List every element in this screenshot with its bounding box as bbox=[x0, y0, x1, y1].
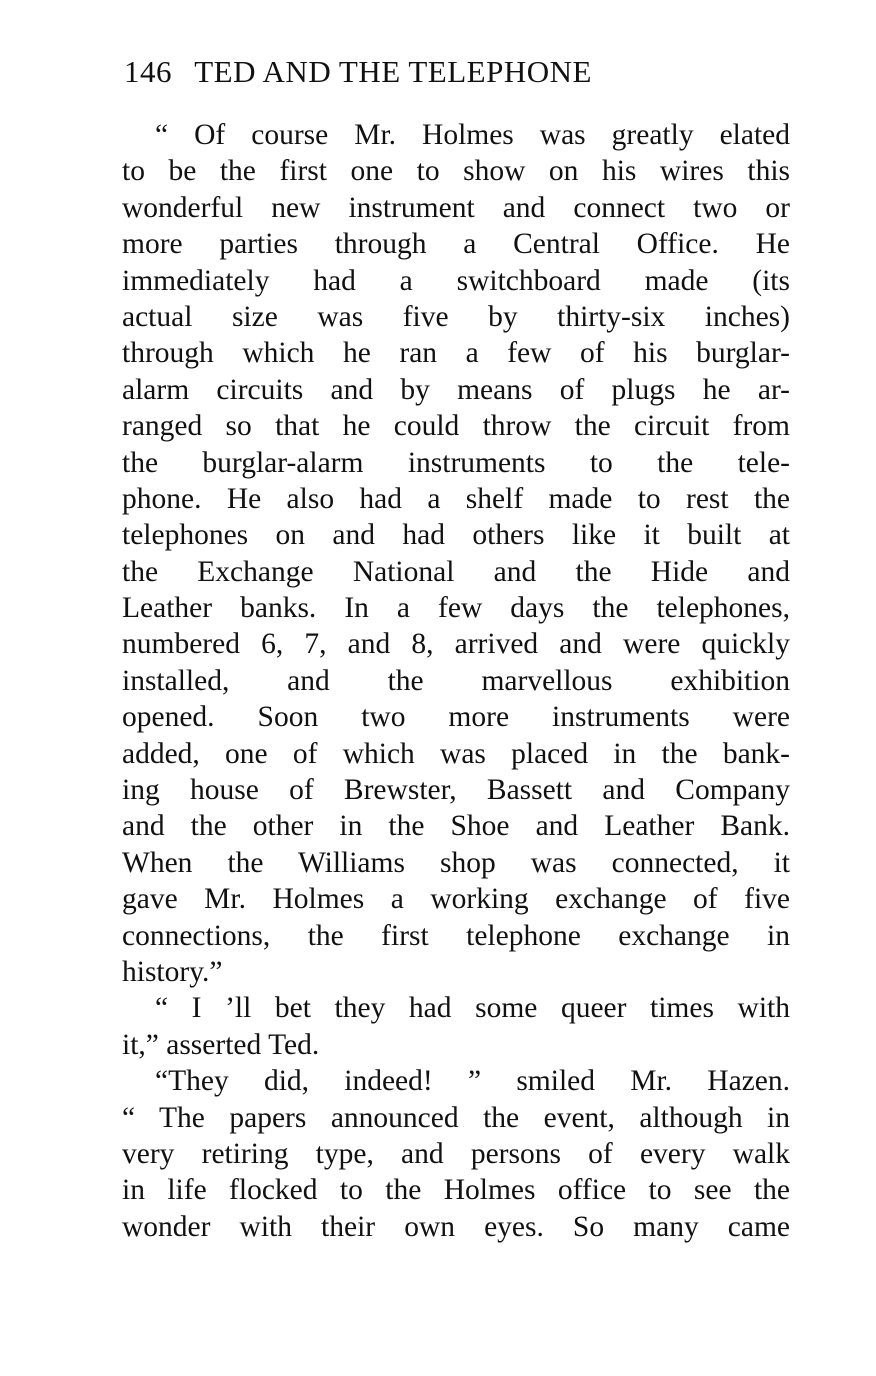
body-text bbox=[122, 117, 790, 1245]
text-line: alarm circuits and by means of plugs he ar- bbox=[122, 373, 790, 406]
text-line: numbered 6, 7, and 8, arrived and were quickly bbox=[122, 628, 790, 661]
text-line: actual size was five by thirty-six inches) bbox=[122, 300, 790, 333]
text-line: wonderful new instrument and connect two or bbox=[122, 191, 790, 224]
running-head bbox=[124, 52, 788, 92]
text-line: very retiring type, and persons of every walk bbox=[122, 1137, 790, 1170]
text-line: opened. Soon two more instruments were bbox=[122, 701, 790, 734]
text-line: When the Williams shop was connected, it bbox=[122, 846, 790, 879]
text-line: more parties through a Central Office. He bbox=[122, 228, 790, 261]
text-line: “ I ’ll bet they had some queer times with bbox=[155, 992, 790, 1025]
text-line: connections, the first telephone exchange in bbox=[122, 919, 790, 952]
paragraph bbox=[122, 990, 790, 1063]
text-line: the Exchange National and the Hide and bbox=[122, 555, 790, 588]
text-line: through which he ran a few of his burglar- bbox=[122, 337, 790, 370]
text-line: added, one of which was placed in the bank- bbox=[122, 737, 790, 770]
text-line: in life flocked to the Holmes office to see the bbox=[122, 1174, 790, 1207]
text-line: history.” bbox=[122, 955, 223, 988]
text-line: wonder with their own eyes. So many came bbox=[122, 1210, 790, 1243]
text-line: immediately had a switchboard made (its bbox=[122, 264, 790, 297]
paragraph bbox=[122, 117, 790, 990]
text-line: “ Of course Mr. Holmes was greatly elated bbox=[155, 119, 790, 151]
text-line: gave Mr. Holmes a working exchange of five bbox=[122, 883, 790, 916]
text-line: ranged so that he could throw the circuit from bbox=[122, 410, 790, 443]
text-line: the burglar-alarm instruments to the tele- bbox=[122, 446, 790, 479]
text-line: phone. He also had a shelf made to rest the bbox=[122, 482, 790, 515]
text-line: telephones on and had others like it built at bbox=[122, 519, 790, 552]
text-line: and the other in the Shoe and Leather Bank. bbox=[122, 810, 790, 843]
text-line: “They did, indeed! ” smiled Mr. Hazen. bbox=[155, 1065, 790, 1098]
text-line: “ The papers announced the event, although in bbox=[122, 1101, 790, 1134]
page-number: 146 bbox=[124, 54, 172, 89]
text-line: to be the first one to show on his wires this bbox=[122, 155, 790, 188]
text-line: installed, and the marvellous exhibition bbox=[122, 664, 790, 697]
text-line: ing house of Brewster, Bassett and Company bbox=[122, 774, 790, 807]
paragraph bbox=[122, 1063, 790, 1245]
text-line: Leather banks. In a few days the telephones, bbox=[122, 592, 790, 625]
running-title: TED AND THE TELEPHONE bbox=[194, 54, 592, 89]
text-line: it,” asserted Ted. bbox=[122, 1028, 320, 1061]
